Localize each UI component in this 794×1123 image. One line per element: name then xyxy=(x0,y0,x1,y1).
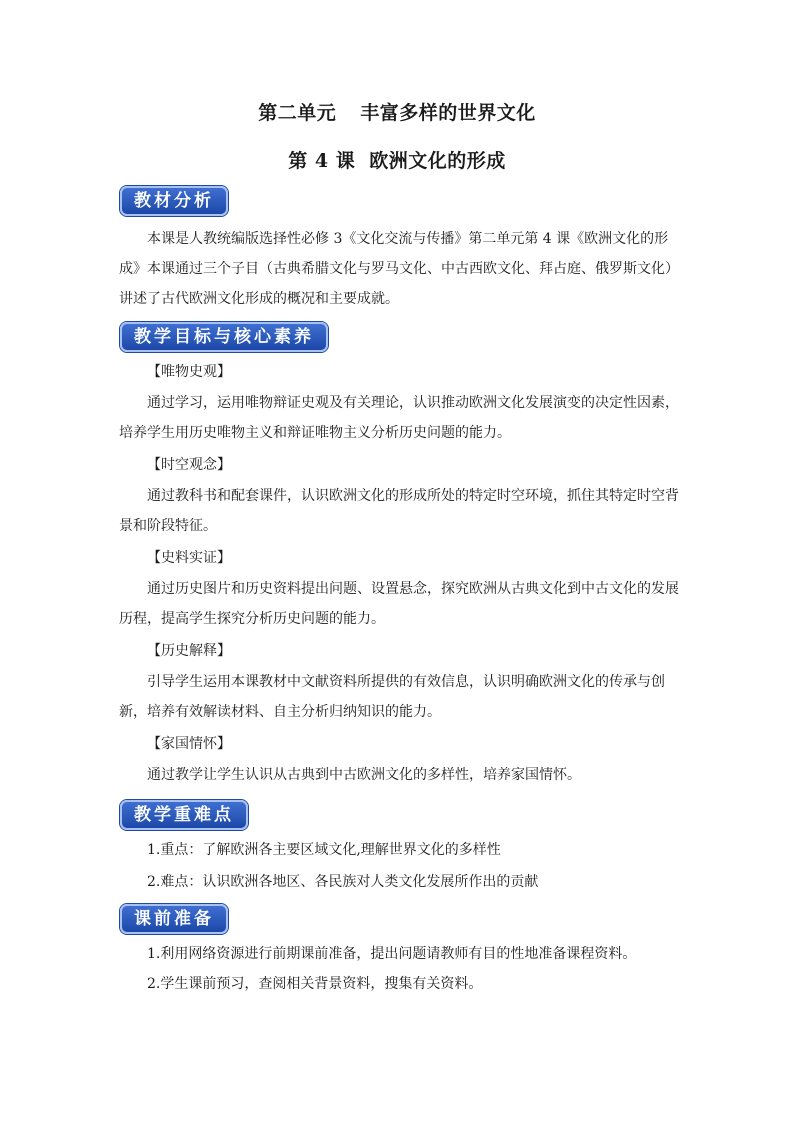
unit-title xyxy=(0,98,794,125)
section-badge-analysis: 教材分析 xyxy=(120,186,228,216)
section-badge-key-points: 教学重难点 xyxy=(120,800,248,830)
difficult-point-item: 2.难点：认识欧洲各地区、各民族对人类文化发展所作出的贡献 xyxy=(147,874,539,890)
analysis-paragraph: 本课是人教统编版选择性必修 3《文化交流与传播》第二单元第 4 课《欧洲文化的形成》本课通过三个子目（古典希腊文化与罗马文化、中古西欧文化、拜占庭、俄罗斯文化）讲述了古代欧洲文化形成的概况和主要成就。 xyxy=(119,231,679,307)
lesson-title xyxy=(0,146,794,173)
objective-label-spacetime: 【时空观念】 xyxy=(147,457,231,473)
objective-label-evidence: 【史料实证】 xyxy=(147,550,231,566)
key-point-item: 1.重点：了解欧洲各主要区域文化,理解世界文化的多样性 xyxy=(147,842,501,858)
objective-text-spacetime: 通过教科书和配套课件，认识欧洲文化的形成所处的特定时空环境，抓住其特定时空背景和阶段特征。 xyxy=(119,488,679,534)
objective-text-interpretation: 引导学生运用本课教材中文献资料所提供的有效信息，认识明确欧洲文化的传承与创新，培养有效解读材料、自主分析归纳知识的能力。 xyxy=(119,674,665,720)
preparation-item: 2.学生课前预习，查阅相关背景资料，搜集有关资料。 xyxy=(147,976,483,992)
objective-label-interpretation: 【历史解释】 xyxy=(147,643,231,659)
preparation-item: 1.利用网络资源进行前期课前准备，提出问题请教师有目的性地准备课程资料。 xyxy=(147,946,637,962)
unit-name: 丰富多样的世界文化 xyxy=(360,102,536,124)
lesson-number: 第 4 课 xyxy=(288,150,356,172)
section-badge-objectives: 教学目标与核心素养 xyxy=(120,322,328,352)
objective-label-patriotism: 【家国情怀】 xyxy=(147,736,231,752)
objective-label-materialism: 【唯物史观】 xyxy=(147,364,231,380)
lesson-name: 欧洲文化的形成 xyxy=(369,150,506,172)
objective-text-evidence: 通过历史图片和历史资料提出问题、设置悬念，探究欧洲从古典文化到中古文化的发展历程，提高学生探究分析历史问题的能力。 xyxy=(119,581,679,627)
objective-text-patriotism: 通过教学让学生认识从古典到中古欧洲文化的多样性，培养家国情怀。 xyxy=(147,767,581,783)
section-badge-preparation: 课前准备 xyxy=(120,904,228,934)
objective-text-materialism: 通过学习，运用唯物辩证史观及有关理论，认识推动欧洲文化发展演变的决定性因素，培养学生用历史唯物主义和辩证唯物主义分析历史问题的能力。 xyxy=(119,395,679,441)
unit-number: 第二单元 xyxy=(258,102,337,124)
